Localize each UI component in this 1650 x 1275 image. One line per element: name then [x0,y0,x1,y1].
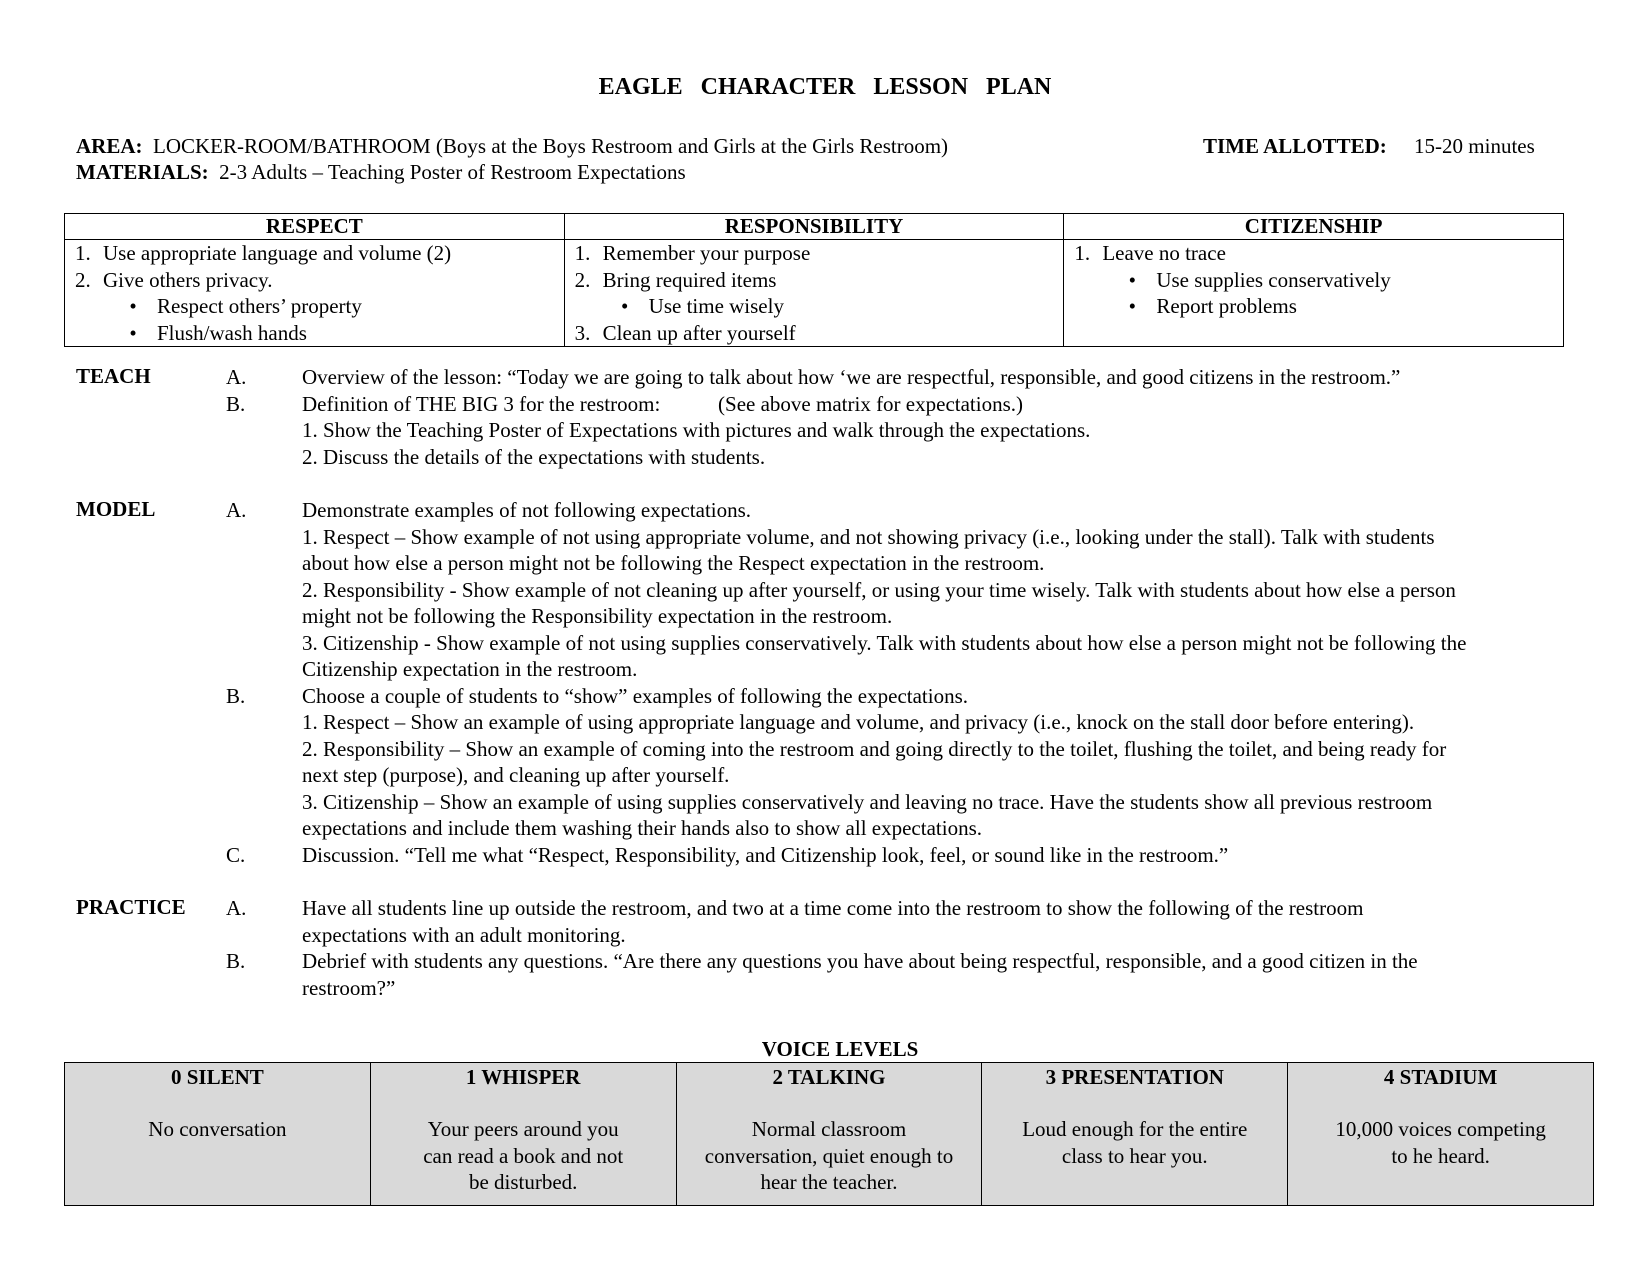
model-a-line: Citizenship expectation in the restroom. [302,657,638,681]
voice-level-name: 0 SILENT [171,1065,264,1089]
voice-level-description [1294,1116,1587,1169]
practice-b-line: restroom?” [302,975,396,1000]
list-item: 1. Remember your purpose [574,241,811,265]
bullet-item: • Flush/wash hands [75,320,554,347]
voice-level-name: 2 TALKING [772,1065,886,1089]
voice-level-name: 4 STADIUM [1383,1065,1498,1089]
voice-level-description [71,1116,364,1143]
voice-level-line: No conversation [148,1117,287,1141]
model-section [76,497,1606,867]
model-b-text: Choose a couple of students to “show” examples of following the expectations. [302,683,969,708]
voice-level-line: be disturbed. [468,1170,578,1194]
area-value: LOCKER-ROOM/BATHROOM (Boys at the Boys Restroom and Girls at the Girls Restroom) [153,134,949,158]
matrix-header-responsibility: RESPONSIBILITY [564,214,1064,240]
time-value: 15-20 minutes [1414,134,1535,158]
voice-level-line: can read a book and not [423,1143,624,1168]
item-letter: B. [226,391,246,416]
page-title: EAGLE CHARACTER LESSON PLAN [598,74,1052,100]
voice-levels-title: VOICE LEVELS [761,1037,919,1061]
matrix-header-respect: RESPECT [65,214,565,240]
list-item: 1. Use appropriate language and volume (2) [75,241,452,265]
item-letter: A. [226,365,247,389]
model-b-line: 1. Respect – Show an example of using appropriate language and volume, and privacy (i.e., knock on the stall door before entering). [302,710,1415,734]
voice-level-line: to he heard. [1391,1143,1490,1168]
bullet-item: • Report problems [1074,293,1553,320]
expectations-matrix [64,213,1564,347]
voice-level-cell [676,1063,982,1206]
bullet-icon: • [129,320,137,345]
model-a-line: 2. Responsibility - Show example of not cleaning up after yourself, or using your time wisely. Talk with students about how else a person [302,577,1456,602]
model-b-line: next step (purpose), and cleaning up after yourself. [302,763,730,787]
voice-level-line: Your peers around you [427,1117,619,1141]
list-item: 1. Leave no trace [1074,241,1226,265]
bullet-item: • Use time wisely [575,293,1054,320]
area-label: AREA: [76,134,143,158]
bullet-item: • Respect others’ property [75,293,554,320]
teach-b-text: Definition of THE BIG 3 for the restroom: (See above matrix for expectations.) [302,391,1024,416]
voice-level-cell [65,1063,371,1206]
respect-cell [65,240,565,347]
model-b-line: 2. Responsibility – Show an example of coming into the restroom and going directly to the toilet, flushing the toilet, and being ready for [302,736,1447,761]
responsibility-cell [564,240,1064,347]
voice-levels-table [64,1062,1594,1206]
voice-level-name: 3 PRESENTATION [1045,1065,1224,1089]
bullet-icon: • [1128,294,1136,318]
voice-level-description [377,1116,670,1196]
voice-level-line: Loud enough for the entire [1022,1117,1248,1141]
list-item: 2. Bring required items [574,267,777,292]
item-letter: A. [226,498,247,522]
bullet-icon: • [1128,267,1136,292]
item-letter: B. [226,683,246,708]
teach-b-sub1: 1. Show the Teaching Poster of Expectations with pictures and walk through the expectations. [302,418,1091,442]
citizenship-cell [1064,240,1564,347]
teach-section [76,364,1606,474]
voice-level-cell [982,1063,1288,1206]
practice-section [76,895,1606,1005]
voice-level-cell [370,1063,676,1206]
bullet-icon: • [620,294,629,318]
voice-level-line: hear the teacher. [760,1170,898,1194]
bullet-item: • Use supplies conservatively [1074,267,1553,294]
area-line [76,134,948,159]
list-item: 3. Clean up after yourself [574,320,796,345]
list-item: 2. Give others privacy. [75,267,273,292]
model-b-line: 3. Citizenship – Show an example of using supplies conservatively and leaving no trace. Have the students show all previous restroom [302,789,1433,814]
item-letter: C. [226,842,246,867]
bullet-icon: • [129,294,137,318]
teach-label: TEACH [76,364,151,388]
item-letter: A. [226,896,247,920]
voice-level-name: 1 WHISPER [465,1065,581,1089]
practice-b-line: Debrief with students any questions. “Are there any questions you have about being respectful, responsible, and a good citizen in the [302,949,1418,973]
model-a-line: 1. Respect – Show example of not using appropriate volume, and not showing privacy (i.e., looking under the stall). Talk with students [302,524,1435,549]
materials-label: MATERIALS: [76,160,209,184]
matrix-header-citizenship: CITIZENSHIP [1064,214,1564,240]
item-letter: B. [226,949,246,973]
voice-level-line: 10,000 voices competing [1335,1117,1546,1141]
practice-a-line: expectations with an adult monitoring. [302,922,626,947]
practice-label: PRACTICE [76,895,186,919]
teach-b-sub2: 2. Discuss the details of the expectations with students. [302,444,766,469]
model-label: MODEL [76,497,156,521]
model-a-line: 3. Citizenship - Show example of not using supplies conservatively. Talk with students about how else a person might not be following the [302,630,1467,655]
model-a-text: Demonstrate examples of not following expectations. [302,498,752,522]
teach-a-text: Overview of the lesson: “Today we are going to talk about how ‘we are respectful, responsible, and good citizens in the restroom.” [302,365,1401,389]
model-c-text: Discussion. “Tell me what “Respect, Responsibility, and Citizenship look, feel, or sound like in the restroom.” [302,842,1229,867]
voice-level-description [988,1116,1281,1169]
voice-level-line: conversation, quiet enough to [704,1143,954,1168]
voice-level-line: class to hear you. [1061,1143,1208,1168]
model-a-line: about how else a person might not be following the Respect expectation in the restroom. [302,551,1045,575]
voice-level-cell [1288,1063,1594,1206]
time-allotted [1203,134,1535,159]
materials-value: 2-3 Adults – Teaching Poster of Restroom Expectations [219,160,686,184]
materials-line [76,160,686,185]
voice-level-line: Normal classroom [751,1117,907,1141]
time-label: TIME ALLOTTED: [1203,134,1387,158]
voice-level-description [683,1116,976,1196]
model-a-line: might not be following the Responsibility expectation in the restroom. [302,604,893,628]
model-b-line: expectations and include them washing their hands also to show all expectations. [302,816,982,840]
practice-a-line: Have all students line up outside the restroom, and two at a time come into the restroom to show the following of the restroom [302,896,1364,920]
